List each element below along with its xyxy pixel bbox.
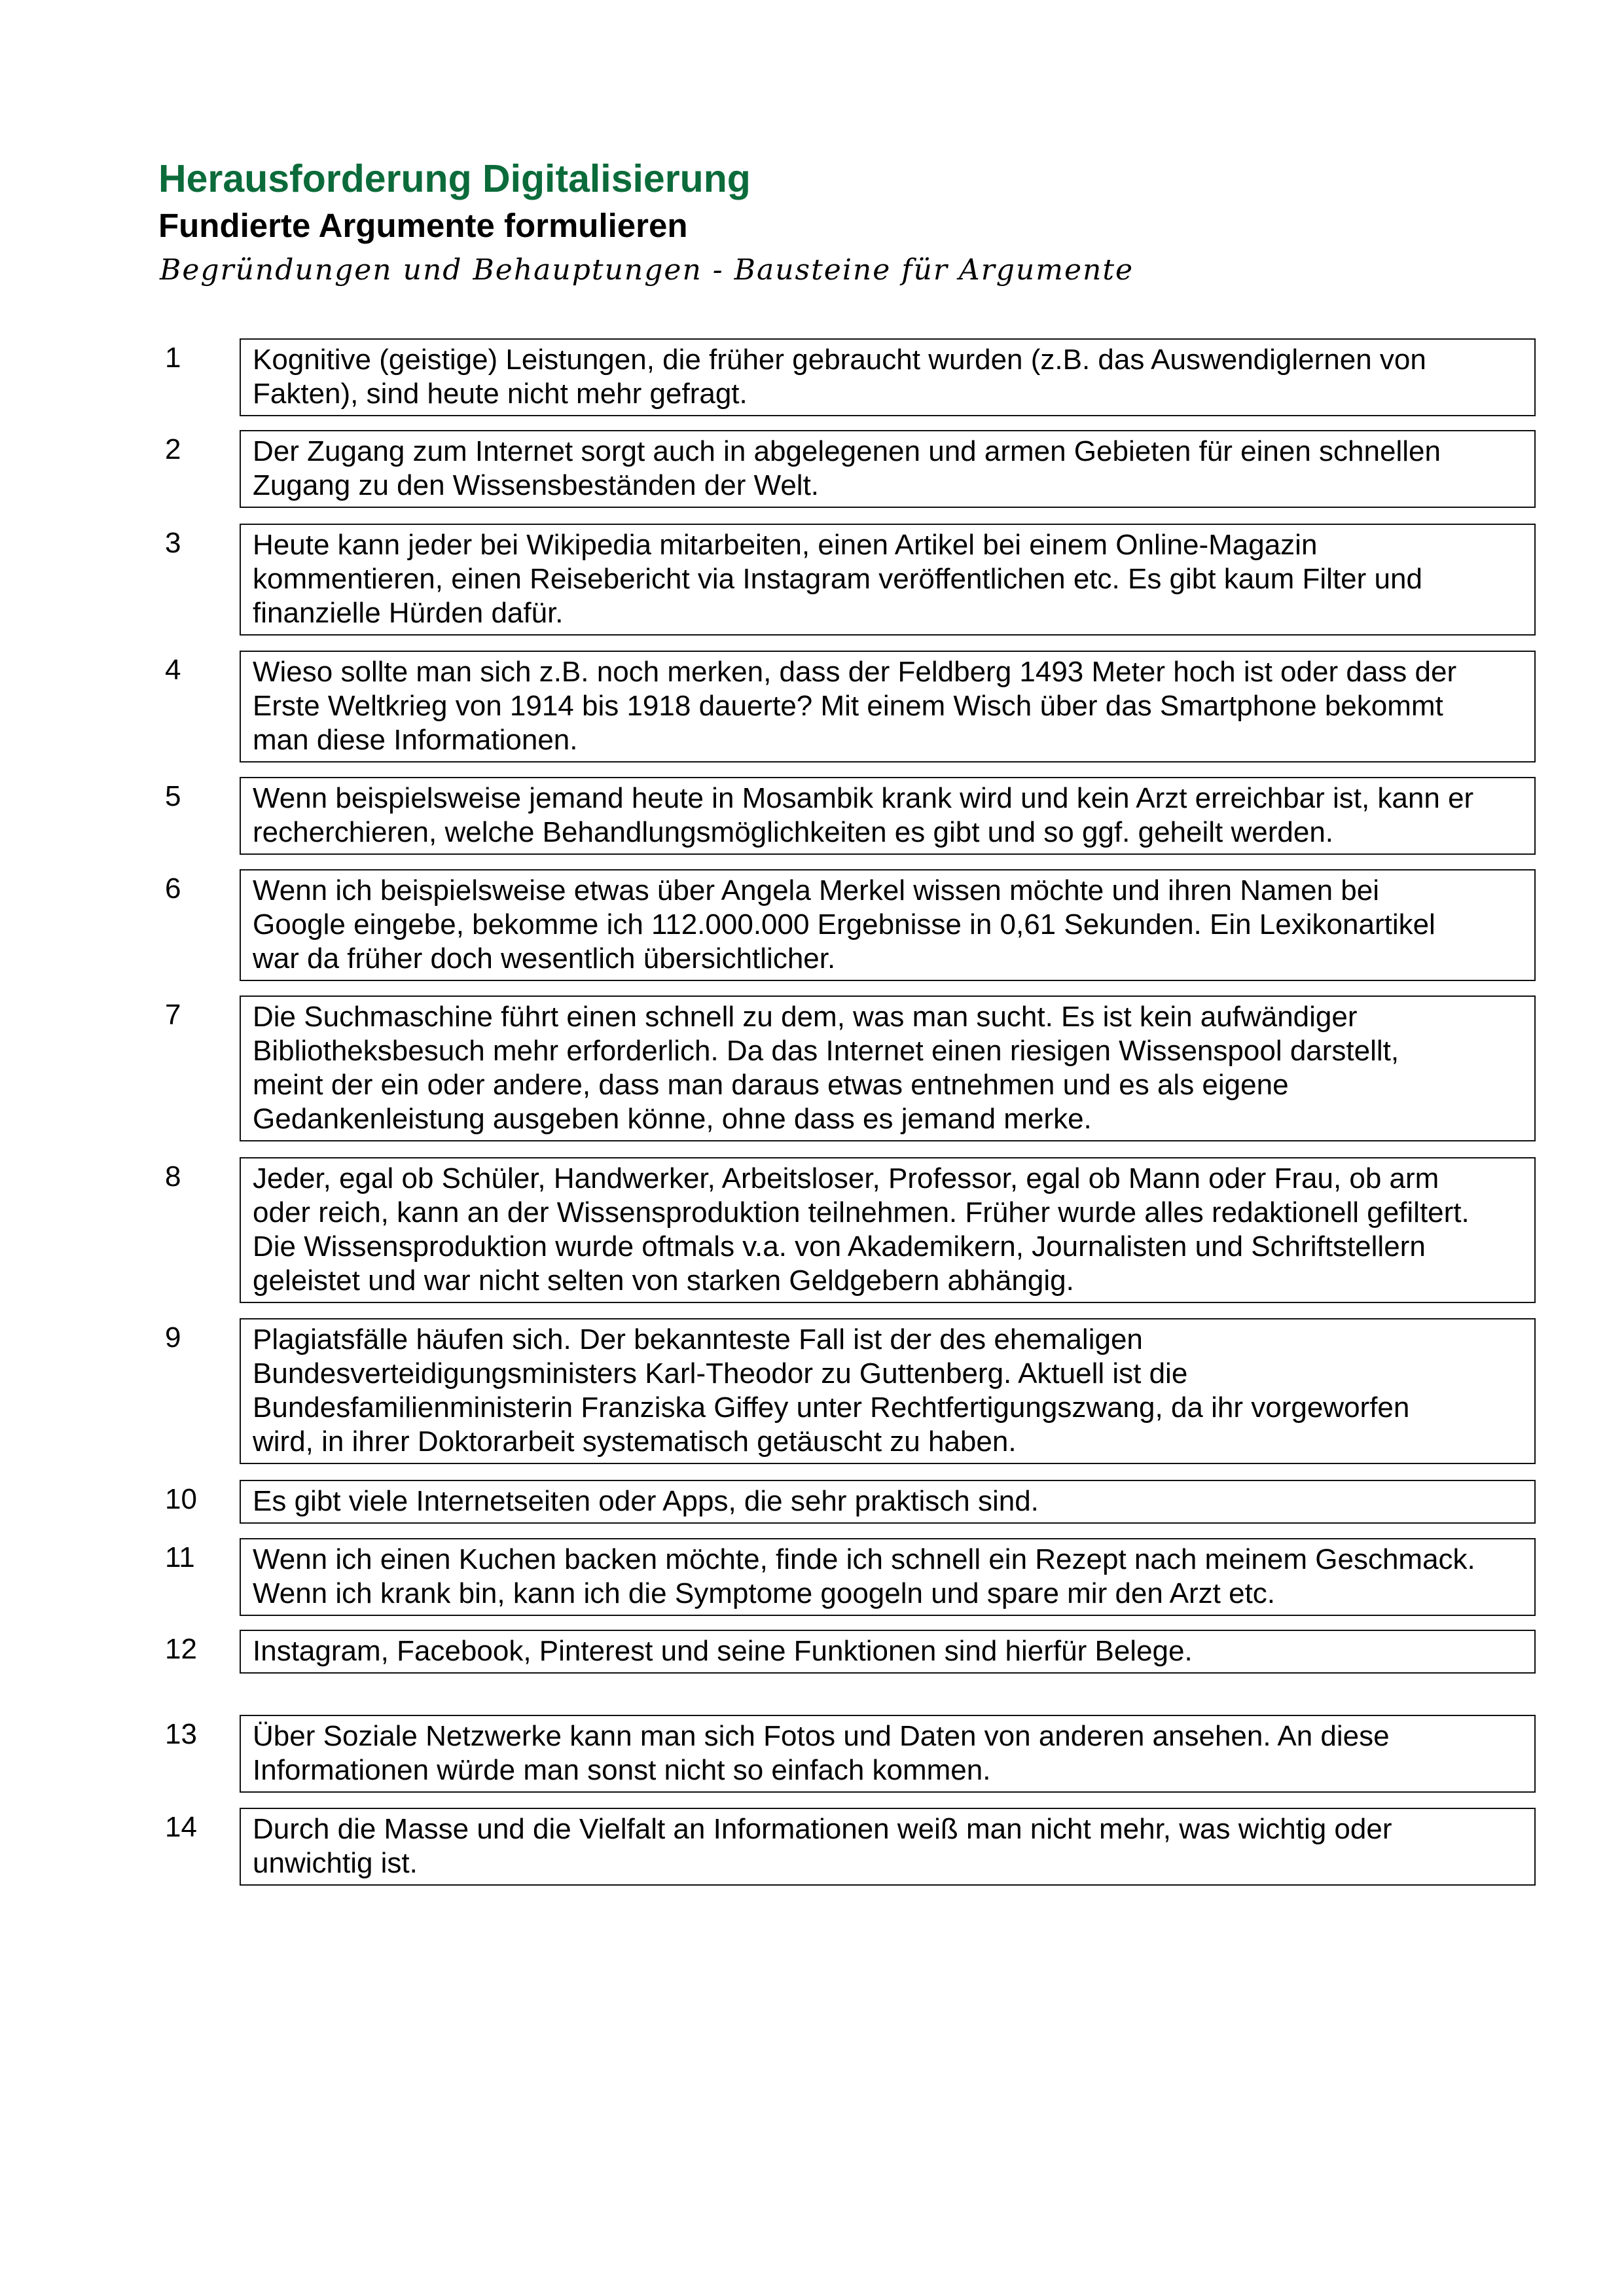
argument-text-box [240, 1538, 1536, 1616]
text-line: unwichtig ist. [253, 1847, 418, 1879]
item-number: 9 [165, 1321, 181, 1354]
page-subtitle: Fundierte Argumente formulieren [158, 207, 688, 244]
text-line: Durch die Masse und die Vielfalt an Informationen weiß man nicht mehr, was wichtig oder [253, 1813, 1392, 1845]
item-number: 11 [165, 1541, 195, 1573]
text-line: Plagiatsfälle häufen sich. Der bekannteste Fall ist der des ehemaligen [253, 1323, 1143, 1355]
text-line: Erste Weltkrieg von 1914 bis 1918 dauerte? Mit einem Wisch über das Smartphone bekommt [253, 690, 1443, 722]
item-number: 14 [165, 1811, 197, 1843]
text-line: Wenn ich beispielsweise etwas über Angela Merkel wissen möchte und ihren Namen bei [253, 874, 1379, 906]
text-line: Google eingebe, bekomme ich 112.000.000 Ergebnisse in 0,61 Sekunden. Ein Lexikonartikel [253, 908, 1435, 941]
item-number: 2 [165, 433, 181, 465]
argument-text-box [240, 1480, 1536, 1524]
item-number: 6 [165, 872, 181, 905]
text-line: finanzielle Hürden dafür. [253, 597, 564, 629]
item-number: 12 [165, 1633, 197, 1665]
text-line: war da früher doch wesentlich übersichtlicher. [253, 942, 836, 975]
text-line: Die Suchmaschine führt einen schnell zu dem, was man sucht. Es ist kein aufwändiger [253, 1001, 1358, 1033]
item-number: 8 [165, 1160, 181, 1193]
text-line: Fakten), sind heute nicht mehr gefragt. [253, 378, 748, 410]
text-line: Wenn beispielsweise jemand heute in Mosambik krank wird und kein Arzt erreichbar ist, kann er [253, 782, 1474, 814]
item-number: 1 [165, 342, 181, 374]
text-line: Es gibt viele Internetseiten oder Apps, die sehr praktisch sind. [253, 1485, 1039, 1517]
argument-text-box [240, 1157, 1536, 1303]
item-number: 10 [165, 1483, 197, 1515]
text-line: Kognitive (geistige) Leistungen, die früher gebraucht wurden (z.B. das Auswendiglernen von [253, 344, 1426, 376]
text-line: oder reich, kann an der Wissensproduktion teilnehmen. Früher wurde alles redaktionell gefiltert. [253, 1196, 1470, 1229]
argument-text-box [240, 651, 1536, 762]
item-number: 3 [165, 527, 181, 559]
text-line: Jeder, egal ob Schüler, Handwerker, Arbeitsloser, Professor, egal ob Mann oder Frau, ob arm [253, 1162, 1439, 1194]
text-line: Bibliotheksbesuch mehr erforderlich. Da das Internet einen riesigen Wissenspool darstellt, [253, 1035, 1399, 1067]
text-line: Der Zugang zum Internet sorgt auch in abgelegenen und armen Gebieten für einen schnellen [253, 435, 1441, 467]
text-line: man diese Informationen. [253, 724, 578, 756]
text-line: Wieso sollte man sich z.B. noch merken, dass der Feldberg 1493 Meter hoch ist oder dass der [253, 656, 1457, 688]
text-line: Heute kann jeder bei Wikipedia mitarbeiten, einen Artikel bei einem Online-Magazin [253, 529, 1318, 561]
argument-text-box [240, 338, 1536, 416]
argument-text-box [240, 524, 1536, 636]
argument-text-box [240, 1808, 1536, 1886]
argument-text-box [240, 996, 1536, 1141]
argument-text-box [240, 430, 1536, 508]
text-line: Bundesfamilienministerin Franziska Giffey unter Rechtfertigungszwang, da ihr vorgeworfen [253, 1391, 1410, 1424]
text-line: kommentieren, einen Reisebericht via Instagram veröffentlichen etc. Es gibt kaum Filter und [253, 563, 1422, 595]
text-line: Zugang zu den Wissensbeständen der Welt. [253, 469, 820, 501]
text-line: Informationen würde man sonst nicht so einfach kommen. [253, 1754, 991, 1786]
argument-text-box [240, 869, 1536, 981]
text-line: Über Soziale Netzwerke kann man sich Fotos und Daten von anderen ansehen. An diese [253, 1720, 1390, 1752]
argument-text-box [240, 777, 1536, 855]
text-line: recherchieren, welche Behandlungsmöglichkeiten es gibt und so ggf. geheilt werden. [253, 816, 1334, 848]
text-line: meint der ein oder andere, dass man daraus etwas entnehmen und es als eigene [253, 1069, 1289, 1101]
argument-text-box [240, 1630, 1536, 1674]
page-title: Herausforderung Digitalisierung [158, 157, 751, 200]
item-number: 4 [165, 654, 181, 686]
text-line: Gedankenleistung ausgeben könne, ohne dass es jemand merke. [253, 1103, 1092, 1135]
text-line: Die Wissensproduktion wurde oftmals v.a. von Akademikern, Journalisten und Schriftstellern [253, 1230, 1426, 1263]
argument-text-box [240, 1715, 1536, 1793]
item-number: 5 [165, 780, 181, 812]
text-line: geleistet und war nicht selten von starken Geldgebern abhängig. [253, 1265, 1074, 1297]
text-line: wird, in ihrer Doktorarbeit systematisch getäuscht zu haben. [253, 1426, 1017, 1458]
text-line: Wenn ich krank bin, kann ich die Symptome googeln und spare mir den Arzt etc. [253, 1577, 1276, 1609]
argument-text-box [240, 1318, 1536, 1464]
text-line: Bundesverteidigungsministers Karl-Theodor zu Guttenberg. Aktuell ist die [253, 1357, 1188, 1390]
item-number: 7 [165, 999, 181, 1031]
item-number: 13 [165, 1718, 197, 1750]
text-line: Instagram, Facebook, Pinterest und seine Funktionen sind hierfür Belege. [253, 1635, 1193, 1667]
text-line: Wenn ich einen Kuchen backen möchte, finde ich schnell ein Rezept nach meinem Geschmack. [253, 1543, 1475, 1575]
page-tagline: Begründungen und Behauptungen - Bausteine für Argumente [160, 253, 1134, 287]
